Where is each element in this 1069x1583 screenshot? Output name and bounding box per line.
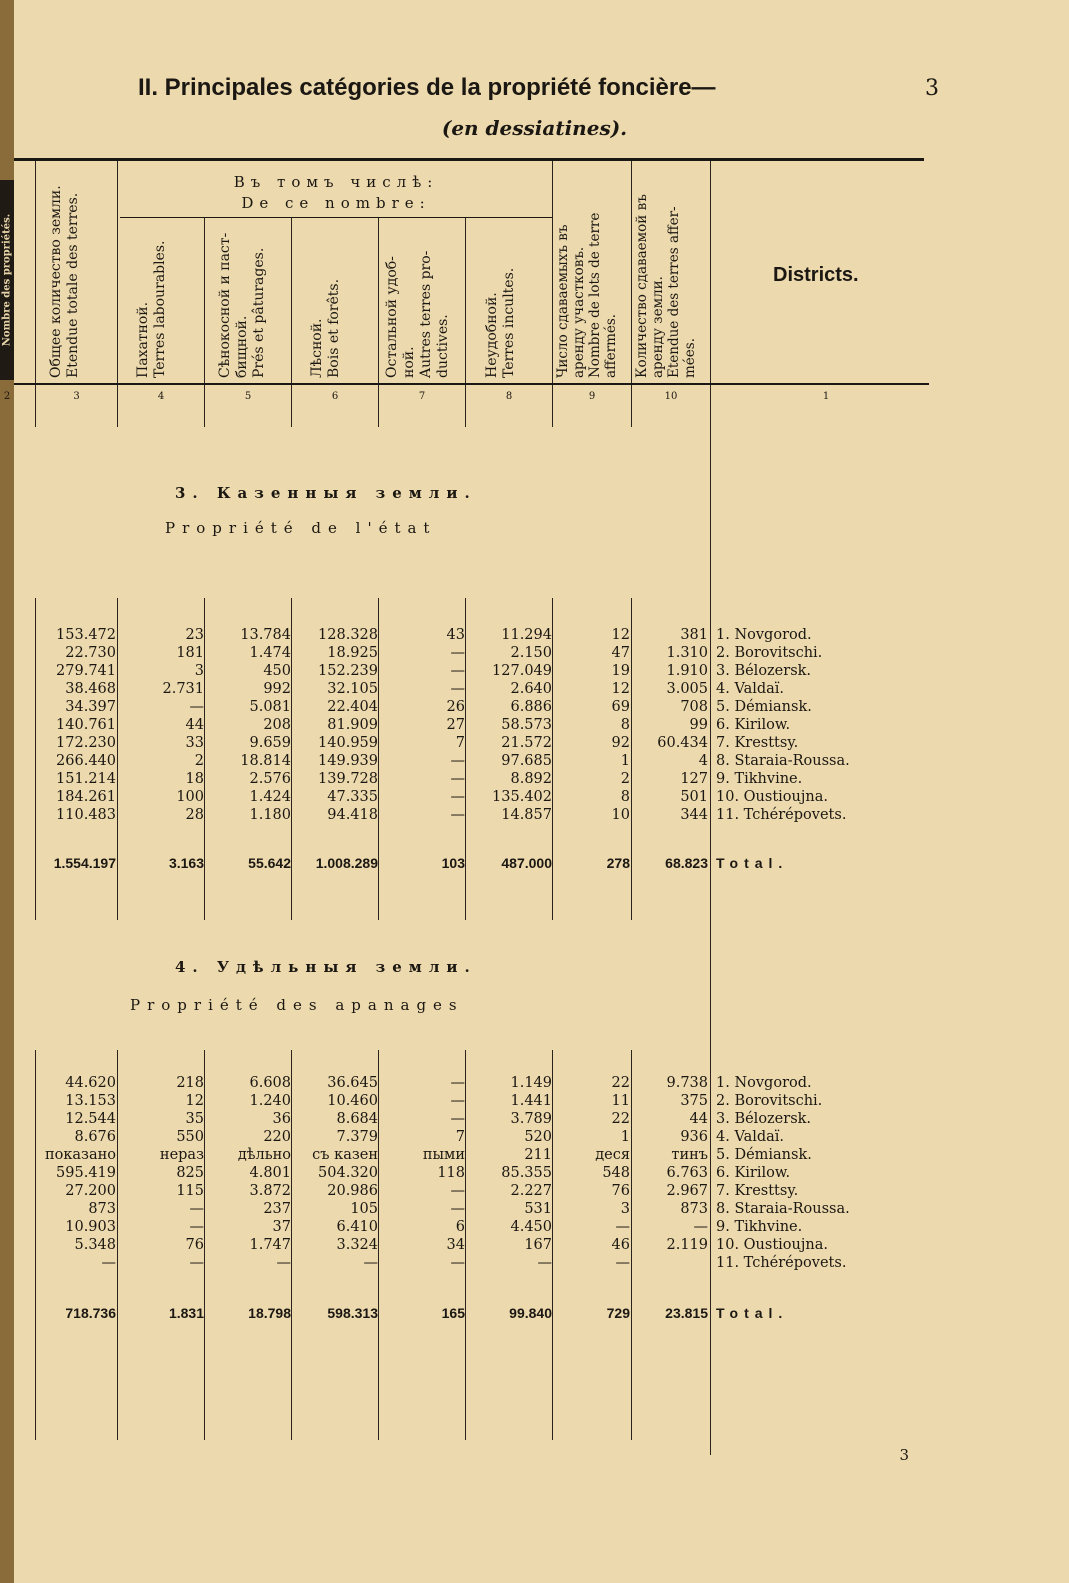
- table-cell: 3.005: [666, 681, 708, 697]
- table-cell: 6: [455, 1219, 465, 1235]
- header-top-rule: [14, 158, 924, 161]
- table-cell: 3.872: [249, 1183, 291, 1199]
- table-cell: 2: [620, 771, 630, 787]
- column-rule: [465, 385, 466, 427]
- table-cell: 46: [611, 1237, 630, 1253]
- table-total-row: [0, 1304, 1069, 1322]
- table-cell: 58.573: [501, 717, 552, 733]
- district-cell: 2. Borovitschi.: [716, 1093, 823, 1109]
- table-cell: 1: [620, 1129, 630, 1145]
- table-cell: 152.239: [318, 663, 378, 679]
- footer-page-number: 3: [899, 1446, 909, 1464]
- header-col3: Общее количество земли. Etendue totale des terres.: [48, 185, 81, 378]
- table-cell: 68.823: [665, 855, 708, 871]
- table-cell: 237: [263, 1201, 291, 1217]
- table-cell: 55.642: [248, 855, 291, 871]
- header-col6: Лѣсной. Bois et forêts.: [309, 278, 342, 378]
- district-cell: Total.: [716, 855, 789, 871]
- table-cell: 7: [455, 1129, 465, 1145]
- table-cell: 504.320: [318, 1165, 378, 1181]
- table-cell: 375: [680, 1093, 708, 1109]
- table-cell: 211: [524, 1147, 552, 1163]
- table-cell: тинъ: [671, 1147, 708, 1163]
- column-rule: [378, 385, 379, 427]
- table-cell: 167: [524, 1237, 552, 1253]
- column-number: 7: [418, 391, 426, 402]
- table-cell: —: [450, 1201, 465, 1217]
- district-cell: 3. Bélozersk.: [716, 663, 812, 679]
- table-cell: съ казен: [312, 1147, 378, 1163]
- table-cell: 69: [611, 699, 630, 715]
- table-cell: 6.886: [510, 699, 552, 715]
- header-divider: [291, 218, 292, 383]
- table-cell: 1.910: [666, 663, 708, 679]
- column-rule: [631, 385, 632, 427]
- header-divider: [465, 218, 466, 383]
- table-cell: 10.460: [327, 1093, 378, 1109]
- table-cell: 13.784: [240, 627, 291, 643]
- table-cell: 2.967: [666, 1183, 708, 1199]
- table-cell: 18.814: [240, 753, 291, 769]
- table-cell: 13.153: [65, 1093, 116, 1109]
- table-cell: 550: [176, 1129, 204, 1145]
- table-cell: 115: [176, 1183, 204, 1199]
- table-cell: 105: [350, 1201, 378, 1217]
- district-cell: 4. Valdaï.: [716, 1129, 785, 1145]
- column-rule: [204, 385, 205, 427]
- table-cell: 7.379: [336, 1129, 378, 1145]
- table-cell: 1.008.289: [315, 855, 378, 871]
- table-cell: 873: [680, 1201, 708, 1217]
- table-cell: 19: [611, 663, 630, 679]
- table-cell: 595.419: [56, 1165, 116, 1181]
- column-number: 8: [505, 391, 513, 402]
- table-cell: 181: [176, 645, 204, 661]
- table-cell: 718.736: [65, 1305, 116, 1321]
- table-cell: —: [537, 1255, 552, 1271]
- table-cell: 520: [524, 1129, 552, 1145]
- district-cell: 11. Tchérépovets.: [716, 1255, 847, 1271]
- table-cell: 1.149: [510, 1075, 552, 1091]
- table-cell: дѣльно: [237, 1147, 291, 1163]
- table-cell: 10.903: [65, 1219, 116, 1235]
- table-row: [0, 1254, 1069, 1272]
- table-cell: 33: [185, 735, 204, 751]
- table-cell: —: [693, 1219, 708, 1235]
- table-row: [0, 626, 1069, 644]
- district-cell: 2. Borovitschi.: [716, 645, 823, 661]
- table-cell: 8.676: [74, 1129, 116, 1145]
- table-cell: 7: [455, 735, 465, 751]
- table-row: [0, 680, 1069, 698]
- district-cell: 5. Démiansk.: [716, 1147, 812, 1163]
- table-cell: 76: [611, 1183, 630, 1199]
- table-row: [0, 1146, 1069, 1164]
- table-cell: —: [450, 663, 465, 679]
- column-rule: [35, 385, 36, 427]
- header-divider: [552, 161, 553, 383]
- table-cell: 22: [611, 1111, 630, 1127]
- table-cell: 6.410: [336, 1219, 378, 1235]
- table-cell: 139.728: [318, 771, 378, 787]
- header-group: Въ томъ числѣ: De ce nombre:: [233, 173, 439, 212]
- table-total-row: [0, 854, 1069, 872]
- table-cell: 172.230: [56, 735, 116, 751]
- table-row: [0, 752, 1069, 770]
- table-cell: 936: [680, 1129, 708, 1145]
- table-cell: 381: [680, 627, 708, 643]
- header-divider: [204, 218, 205, 383]
- table-cell: 97.685: [501, 753, 552, 769]
- table-row: [0, 1236, 1069, 1254]
- table-cell: 81.909: [327, 717, 378, 733]
- district-cell: Total.: [716, 1305, 789, 1321]
- page-number: 3: [925, 76, 939, 101]
- table-row: [0, 806, 1069, 824]
- header-bottom-rule: [14, 383, 929, 385]
- table-cell: 94.418: [327, 807, 378, 823]
- table-cell: 23: [185, 627, 204, 643]
- table-cell: показано: [44, 1147, 116, 1163]
- table-row: [0, 644, 1069, 662]
- table-cell: 1.240: [249, 1093, 291, 1109]
- district-cell: 6. Kirilow.: [716, 1165, 791, 1181]
- column-number: 1: [822, 391, 830, 402]
- table-cell: 165: [441, 1305, 465, 1321]
- table-cell: 12: [185, 1093, 204, 1109]
- table-cell: 2.150: [510, 645, 552, 661]
- table-cell: —: [450, 1075, 465, 1091]
- table-row: [0, 1218, 1069, 1236]
- table-cell: 140.761: [56, 717, 116, 733]
- table-cell: 44: [185, 717, 204, 733]
- table-cell: —: [450, 681, 465, 697]
- table-cell: 220: [263, 1129, 291, 1145]
- table-cell: 37: [272, 1219, 291, 1235]
- district-cell: 9. Tikhvine.: [716, 1219, 803, 1235]
- table-cell: 85.355: [501, 1165, 552, 1181]
- table-cell: 1.474: [249, 645, 291, 661]
- table-cell: 4.450: [510, 1219, 552, 1235]
- table-cell: 1: [620, 753, 630, 769]
- header-col7: Остальной удоб- ной. Autres terres pro- ductives.: [384, 250, 451, 378]
- table-cell: 3.163: [168, 855, 204, 871]
- table-cell: 127: [680, 771, 708, 787]
- table-cell: 47.335: [327, 789, 378, 805]
- table-cell: 135.402: [492, 789, 552, 805]
- header-divider: [631, 161, 632, 383]
- table-cell: 3.324: [336, 1237, 378, 1253]
- table-cell: нераз: [159, 1147, 204, 1163]
- table-cell: 36.645: [327, 1075, 378, 1091]
- table-cell: 8.892: [510, 771, 552, 787]
- table-cell: 6.763: [666, 1165, 708, 1181]
- district-cell: 6. Kirilow.: [716, 717, 791, 733]
- table-cell: 27: [446, 717, 465, 733]
- header-divider: [35, 161, 36, 383]
- district-cell: 4. Valdaï.: [716, 681, 785, 697]
- table-cell: —: [615, 1219, 630, 1235]
- table-cell: 32.105: [327, 681, 378, 697]
- table-cell: —: [450, 789, 465, 805]
- header-divider: [378, 218, 379, 383]
- table-cell: 344: [680, 807, 708, 823]
- table-cell: 127.049: [492, 663, 552, 679]
- table-cell: 487.000: [501, 855, 552, 871]
- group-rule: [120, 217, 552, 218]
- table-cell: 729: [606, 1305, 630, 1321]
- districts-rule: [710, 385, 711, 1455]
- table-cell: 26: [446, 699, 465, 715]
- table-cell: 44.620: [65, 1075, 116, 1091]
- table-cell: —: [450, 771, 465, 787]
- table-cell: 103: [441, 855, 465, 871]
- column-number: 4: [157, 391, 165, 402]
- table-cell: 9.738: [666, 1075, 708, 1091]
- district-cell: 3. Bélozersk.: [716, 1111, 812, 1127]
- table-cell: 1.747: [249, 1237, 291, 1253]
- page-subtitle: (en dessiatines).: [441, 116, 628, 140]
- table-cell: 140.959: [318, 735, 378, 751]
- district-cell: 1. Novgorod.: [716, 627, 812, 643]
- table-cell: 18.798: [248, 1305, 291, 1321]
- column-rule: [552, 385, 553, 427]
- table-cell: 23.815: [665, 1305, 708, 1321]
- district-cell: 1. Novgorod.: [716, 1075, 812, 1091]
- table-cell: 2.731: [162, 681, 204, 697]
- table-row: [0, 1128, 1069, 1146]
- table-cell: 3.789: [510, 1111, 552, 1127]
- table-cell: —: [450, 1255, 465, 1271]
- table-cell: 501: [680, 789, 708, 805]
- table-cell: 149.939: [318, 753, 378, 769]
- table-cell: 2.119: [666, 1237, 708, 1253]
- table-cell: 47: [611, 645, 630, 661]
- table-cell: 76: [185, 1237, 204, 1253]
- table-cell: 18.925: [327, 645, 378, 661]
- column-number: 5: [244, 391, 252, 402]
- table-cell: 36: [272, 1111, 291, 1127]
- table-row: [0, 1074, 1069, 1092]
- district-cell: 9. Tikhvine.: [716, 771, 803, 787]
- header-col8: Неудобной. Terres incultes.: [484, 267, 517, 378]
- table-cell: 3: [620, 1201, 630, 1217]
- header-col5: Сѣнокосной и паст- бищной. Prés et pâturages.: [217, 232, 267, 378]
- table-cell: 1.424: [249, 789, 291, 805]
- table-cell: —: [363, 1255, 378, 1271]
- table-cell: 14.857: [501, 807, 552, 823]
- table-cell: 8: [620, 717, 630, 733]
- table-cell: 21.572: [501, 735, 552, 751]
- column-number: 3: [73, 391, 80, 402]
- table-cell: —: [101, 1255, 116, 1271]
- spine-label-box: [0, 180, 14, 380]
- table-cell: 27.200: [65, 1183, 116, 1199]
- table-cell: —: [189, 1219, 204, 1235]
- table-cell: —: [450, 1111, 465, 1127]
- table-cell: 8: [620, 789, 630, 805]
- header-col4: Пахатной. Terres labourables.: [135, 240, 168, 378]
- table-cell: 6.608: [249, 1075, 291, 1091]
- section-title-fr: Propriété de l'état: [165, 519, 437, 537]
- section-title-ru: 3. Казенныя земли.: [175, 484, 477, 502]
- table-row: [0, 770, 1069, 788]
- table-cell: 22.730: [65, 645, 116, 661]
- table-cell: 99.840: [509, 1305, 552, 1321]
- table-cell: —: [189, 1255, 204, 1271]
- table-cell: 450: [263, 663, 291, 679]
- header-col9: Число сдаваемыхъ въ аренду участковъ. Nombre de lots de terre affermés.: [555, 212, 619, 378]
- table-cell: 1.554.197: [53, 855, 116, 871]
- table-cell: 153.472: [56, 627, 116, 643]
- table-cell: —: [450, 645, 465, 661]
- table-cell: 548: [602, 1165, 630, 1181]
- table-cell: 4: [698, 753, 708, 769]
- table-cell: 8.684: [336, 1111, 378, 1127]
- table-cell: —: [450, 753, 465, 769]
- table-cell: 1.831: [168, 1305, 204, 1321]
- table-cell: 151.214: [56, 771, 116, 787]
- table-cell: пыми: [422, 1147, 465, 1163]
- table-cell: —: [189, 1201, 204, 1217]
- table-cell: 34: [446, 1237, 465, 1253]
- table-cell: деся: [595, 1147, 630, 1163]
- table-cell: —: [615, 1255, 630, 1271]
- table-cell: 266.440: [56, 753, 116, 769]
- column-rule: [117, 385, 118, 427]
- table-cell: 12: [611, 681, 630, 697]
- table-cell: 184.261: [56, 789, 116, 805]
- table-cell: 43: [446, 627, 465, 643]
- district-cell: 10. Oustioujna.: [716, 789, 828, 805]
- district-cell: 11. Tchérépovets.: [716, 807, 847, 823]
- table-cell: 4.801: [249, 1165, 291, 1181]
- column-number: 10: [664, 391, 678, 402]
- district-cell: 5. Démiansk.: [716, 699, 812, 715]
- table-cell: 44: [689, 1111, 708, 1127]
- table-row: [0, 698, 1069, 716]
- section-title-fr: Propriété des apanages: [130, 996, 464, 1014]
- table-cell: 18: [185, 771, 204, 787]
- table-cell: —: [189, 699, 204, 715]
- table-cell: 20.986: [327, 1183, 378, 1199]
- table-cell: —: [450, 1093, 465, 1109]
- table-cell: 60.434: [657, 735, 708, 751]
- table-row: [0, 662, 1069, 680]
- table-cell: 1.180: [249, 807, 291, 823]
- table-cell: 5.348: [74, 1237, 116, 1253]
- header-divider: [710, 161, 711, 383]
- column-number: 9: [588, 391, 596, 402]
- table-cell: 279.741: [56, 663, 116, 679]
- district-cell: 8. Staraia-Roussa.: [716, 1201, 850, 1217]
- table-cell: 598.313: [327, 1305, 378, 1321]
- table-row: [0, 1092, 1069, 1110]
- table-cell: 2.576: [249, 771, 291, 787]
- table-row: [0, 1182, 1069, 1200]
- table-cell: 1.310: [666, 645, 708, 661]
- table-cell: 708: [680, 699, 708, 715]
- table-cell: 2.640: [510, 681, 552, 697]
- table-cell: 11: [611, 1093, 630, 1109]
- table-row: [0, 1200, 1069, 1218]
- table-cell: 3: [194, 663, 204, 679]
- header-divider: [117, 161, 118, 383]
- header-districts: Districts.: [773, 264, 859, 286]
- table-cell: 38.468: [65, 681, 116, 697]
- table-cell: 22: [611, 1075, 630, 1091]
- header-col10: Количество сдаваемой въ аренду земли. Etendue des terres affer- mées.: [634, 194, 698, 378]
- column-number: 6: [331, 391, 339, 402]
- district-cell: 7. Kresttsy.: [716, 735, 799, 751]
- table-row: [0, 716, 1069, 734]
- table-cell: 12.544: [65, 1111, 116, 1127]
- table-cell: 218: [176, 1075, 204, 1091]
- table-cell: —: [450, 807, 465, 823]
- table-cell: 22.404: [327, 699, 378, 715]
- table-cell: 208: [263, 717, 291, 733]
- table-cell: 5.081: [249, 699, 291, 715]
- district-cell: 10. Oustioujna.: [716, 1237, 828, 1253]
- table-cell: 34.397: [65, 699, 116, 715]
- district-cell: 7. Kresttsy.: [716, 1183, 799, 1199]
- table-cell: 278: [606, 855, 630, 871]
- table-cell: 128.328: [318, 627, 378, 643]
- table-cell: 92: [611, 735, 630, 751]
- spine-label: Nombre des propriétés.: [1, 213, 13, 347]
- table-cell: 118: [437, 1165, 465, 1181]
- district-cell: 8. Staraia-Roussa.: [716, 753, 850, 769]
- table-cell: 825: [176, 1165, 204, 1181]
- table-cell: 531: [524, 1201, 552, 1217]
- table-cell: 2: [194, 753, 204, 769]
- table-row: [0, 1110, 1069, 1128]
- page-title: II. Principales catégories de la propriété foncière—: [138, 74, 716, 101]
- table-cell: 35: [185, 1111, 204, 1127]
- column-number: 2: [3, 391, 11, 402]
- table-row: [0, 1164, 1069, 1182]
- table-cell: 9.659: [249, 735, 291, 751]
- table-cell: 12: [611, 627, 630, 643]
- column-rule: [291, 385, 292, 427]
- table-cell: 110.483: [56, 807, 116, 823]
- table-cell: 1.441: [510, 1093, 552, 1109]
- table-cell: 99: [689, 717, 708, 733]
- table-cell: 11.294: [501, 627, 552, 643]
- table-cell: 992: [263, 681, 291, 697]
- table-cell: 873: [88, 1201, 116, 1217]
- table-cell: 28: [185, 807, 204, 823]
- table-cell: —: [450, 1183, 465, 1199]
- table-cell: —: [276, 1255, 291, 1271]
- table-row: [0, 788, 1069, 806]
- table-row: [0, 734, 1069, 752]
- table-cell: 2.227: [510, 1183, 552, 1199]
- section-title-ru: 4. Удѣльныя земли.: [175, 958, 477, 976]
- table-cell: 100: [176, 789, 204, 805]
- table-cell: 10: [611, 807, 630, 823]
